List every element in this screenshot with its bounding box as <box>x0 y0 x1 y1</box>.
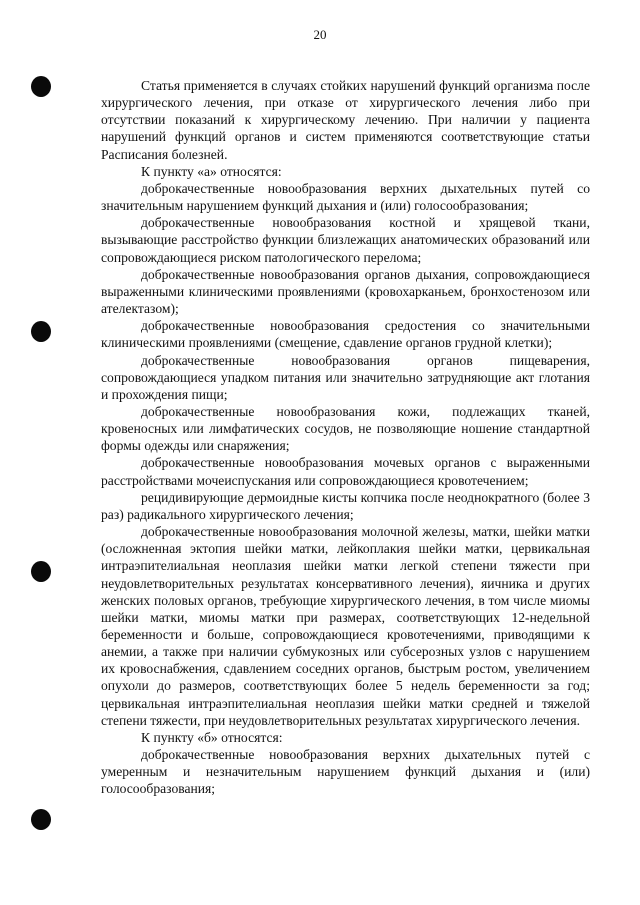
list-item: доброкачественные новообразования мочевых органов с выраженными расстройствами мочеиспускания или сопровождающиеся кровотечением; <box>101 455 590 488</box>
section-heading-a: К пункту «а» относятся: <box>141 163 282 179</box>
punch-hole <box>31 809 51 830</box>
punch-hole <box>31 76 51 97</box>
list-item: доброкачественные новообразования средостения со значительными клиническими проявлениями (смещение, сдавление органов грудной клетки); <box>101 318 590 351</box>
page-number: 20 <box>313 27 327 42</box>
punch-hole <box>31 321 51 342</box>
list-item: доброкачественные новообразования кожи, подлежащих тканей, кровеносных или лимфатических сосудов, не позволяющие ношение стандартной формы одежды или снаряжения; <box>101 403 590 454</box>
paragraph-intro: Статья применяется в случаях стойких нарушений функций организма после хирургического лечения, при отказе от хирургического лечения либо при отсутствии показаний к хирургическому лечению. При наличии у пациента нарушений функций органов и систем применяются соответствующие статьи Расписания болезней. <box>101 78 590 162</box>
punch-hole <box>31 561 51 582</box>
list-item: доброкачественные новообразования органов пищеварения, сопровождающиеся упадком питания или значительно затрудняющие акт глотания и прохождения пищи; <box>101 352 590 402</box>
list-item: доброкачественные новообразования верхних дыхательных путей со значительным нарушением функций дыхания и (или) голосообразования; <box>101 180 590 214</box>
list-item: доброкачественные новообразования верхних дыхательных путей с умеренным и незначительным нарушением функций дыхания и (или) голосообразования; <box>101 747 590 797</box>
list-item: доброкачественные новообразования органов дыхания, сопровождающиеся выраженными клиническими проявлениями (кровохарканьем, бронхостенозом или ателектазом); <box>101 266 590 317</box>
section-heading-b: К пункту «б» относятся: <box>141 729 283 745</box>
list-item: доброкачественные новообразования молочной железы, матки, шейки матки (осложненная эктопия шейки матки, лейкоплакия шейки матки, цервикальная интраэпителиальная неоплазия шейки матки легкой степени тяжести при неудовлетворительных результатах консервативного лечения), яичника и других женских половых органов, требующие хирургического лечения, в том числе миомы шейки матки, миомы матки при размерах, соответствующих 12-недельной беременности и больше, сопровождающиеся кровотечениями, приводящими к анемии, а также при наличии субмукозных или субсерозных узлов с нарушением их кровоснабжения, сдавлением соседних органов, быстрым ростом, увеличением опухоли до размеров, соответствующих более 5 недель беременности за год; цервикальная интраэпителиальная неоплазия шейки матки средней и тяжелой степени тяжести, при неудовлетворительных результатах хирургического лечения. <box>101 524 590 728</box>
document-body <box>101 77 590 798</box>
list-item: рецидивирующие дермоидные кисты копчика после неоднократного (более 3 раз) радикального хирургического лечения; <box>101 489 590 522</box>
list-item: доброкачественные новообразования костной и хрящевой ткани, вызывающие расстройство функции близлежащих анатомических образований или сопровождающиеся риском патологического перелома; <box>101 215 590 265</box>
